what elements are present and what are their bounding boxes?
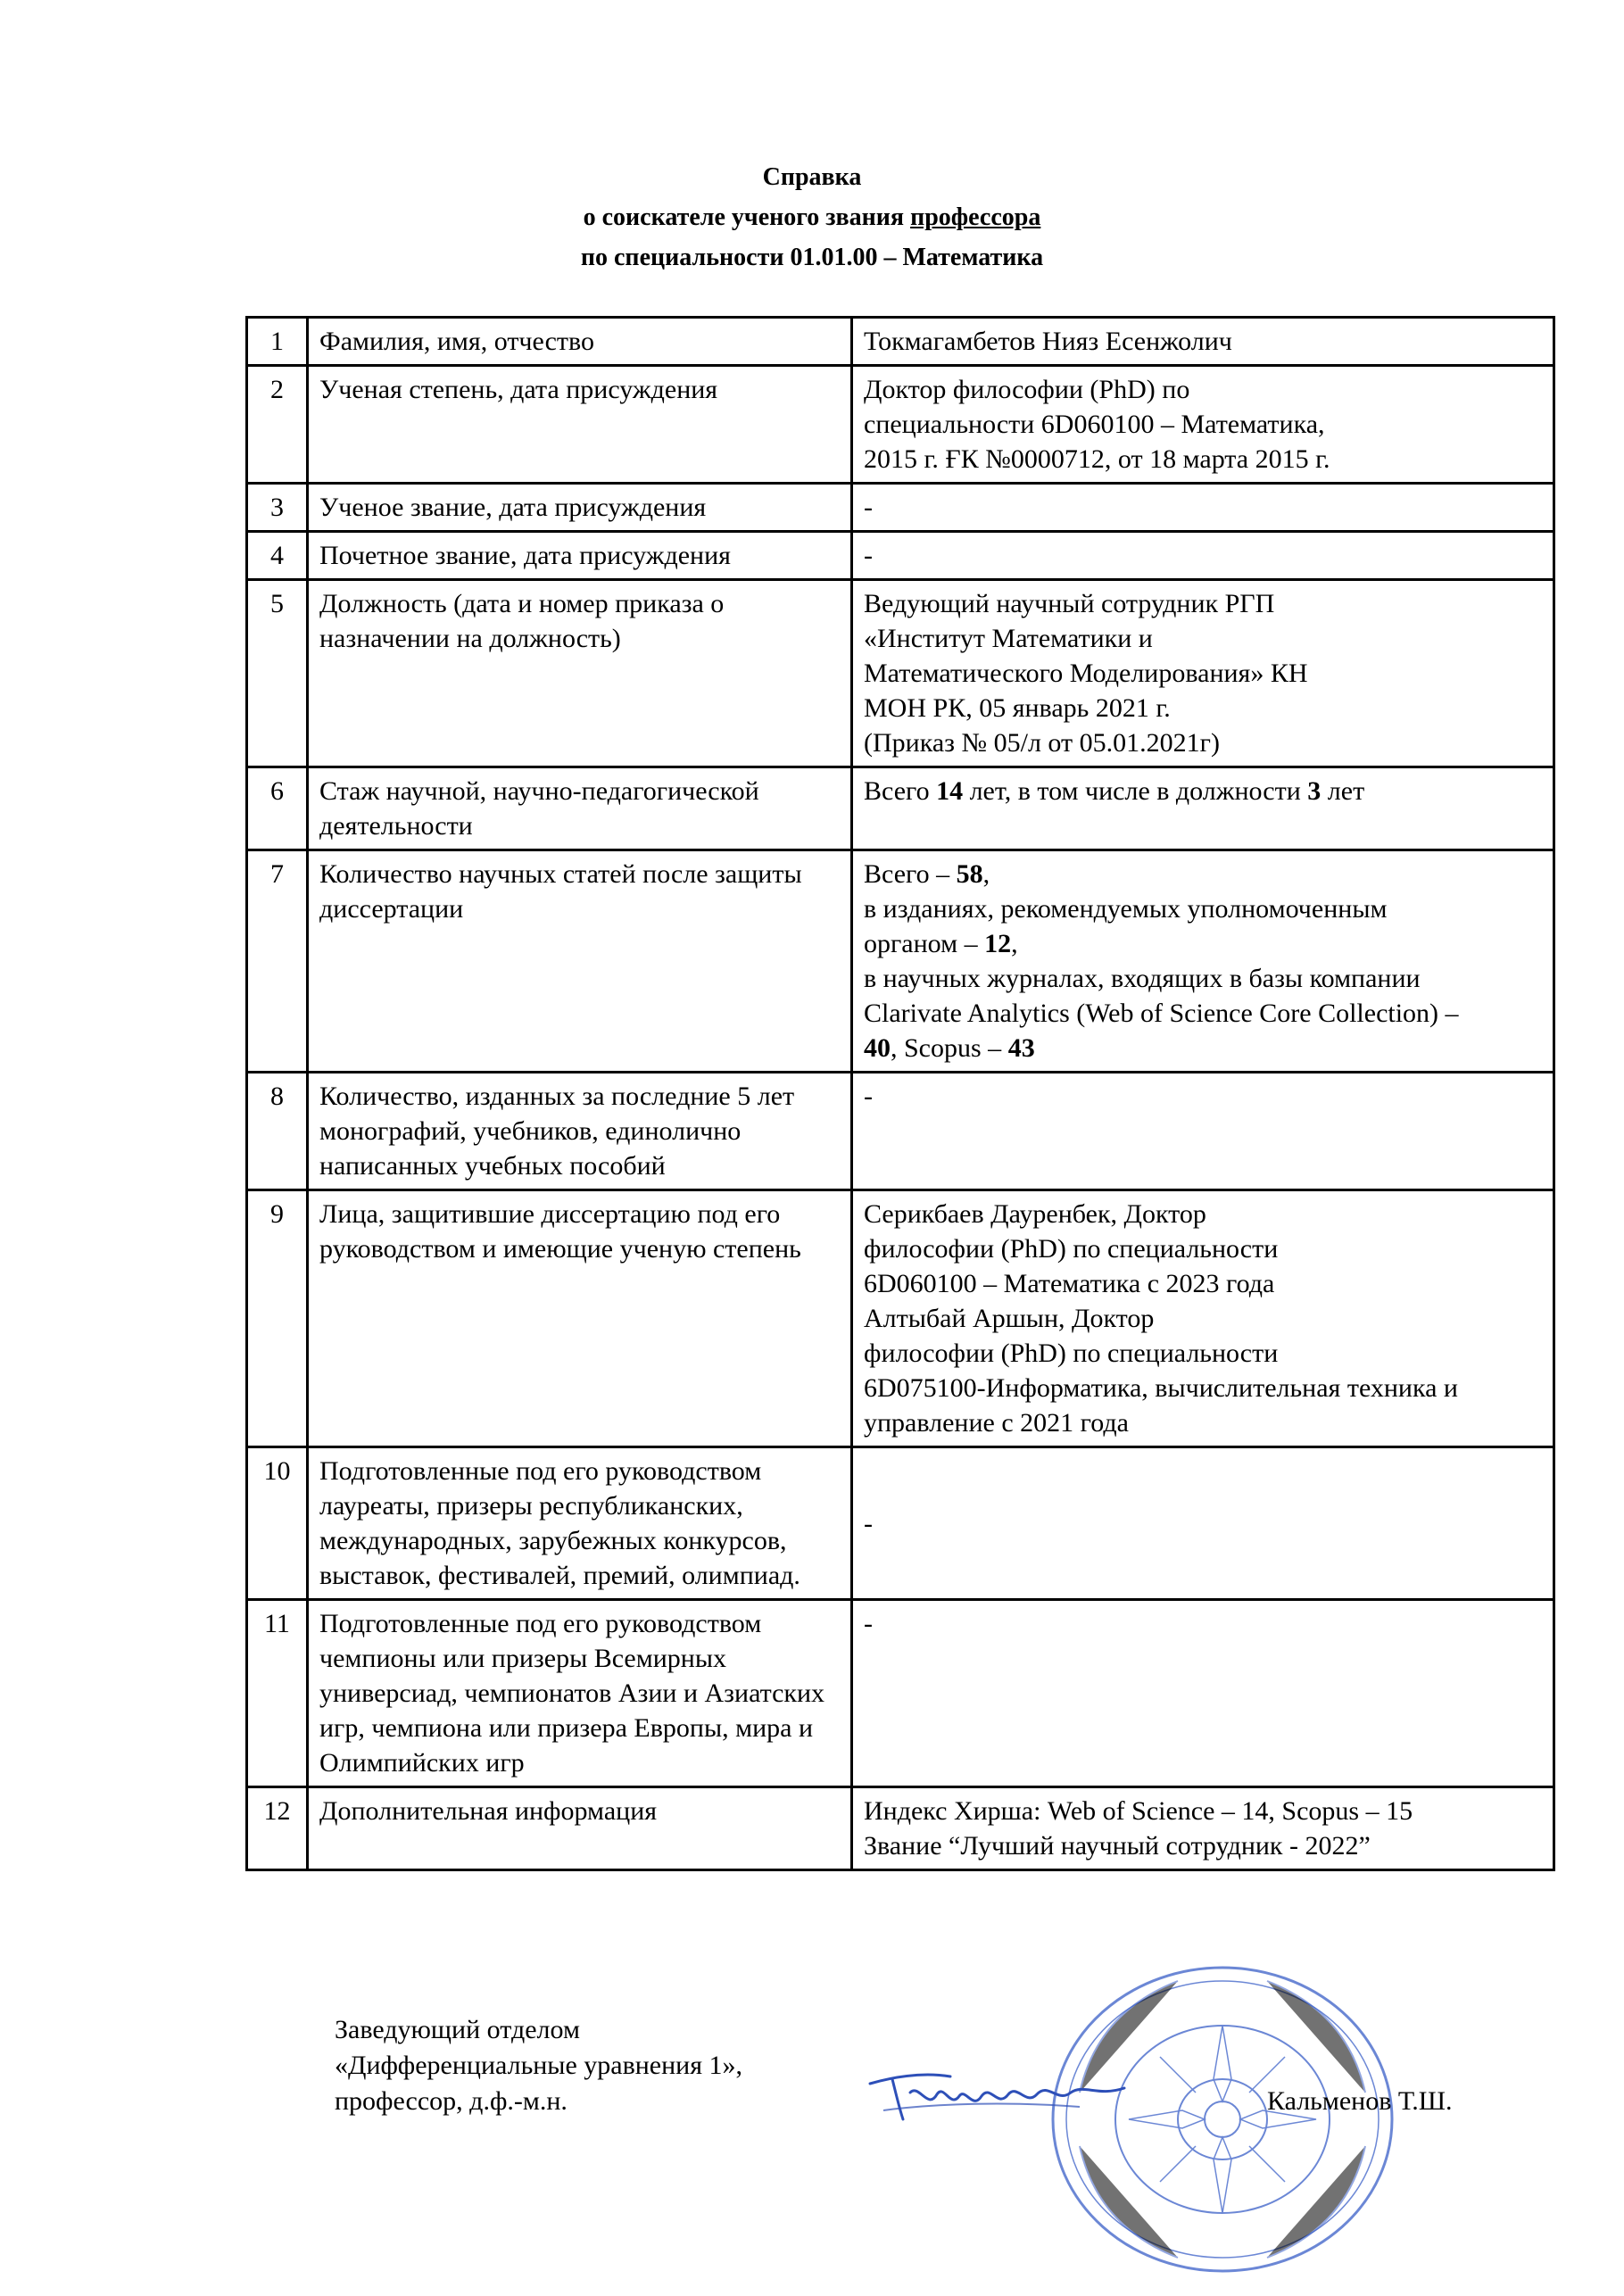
row-value	[852, 767, 1554, 850]
table-row	[247, 1447, 1554, 1600]
value-line: Серикбаев Дауренбек, Доктор	[864, 1199, 1206, 1229]
value-line: в изданиях, рекомендуемых уполномоченным	[864, 894, 1388, 924]
signatory-department: «Дифференциальные уравнения 1»,	[335, 2051, 743, 2080]
row-number: 6	[247, 767, 308, 850]
row-number: 10	[247, 1447, 308, 1600]
row-number: 3	[247, 484, 308, 532]
value-line	[864, 857, 1544, 891]
table-row	[247, 767, 1554, 850]
value-bold: 58	[956, 859, 983, 889]
value-bold: 43	[1007, 1033, 1035, 1063]
value-line: в научных журналах, входящих в базы компании	[864, 964, 1421, 993]
table-row	[247, 580, 1554, 767]
value-bold: 14	[936, 776, 964, 806]
value-line: «Институт Математики и	[864, 624, 1153, 653]
signatory-name: Кальменов Т.Ш.	[1267, 2086, 1453, 2116]
document-specialty: по специальности 01.01.00 – Математика	[580, 244, 1044, 271]
row-number: 5	[247, 580, 308, 767]
table-row	[247, 1600, 1554, 1787]
row-value	[852, 366, 1554, 484]
row-number: 8	[247, 1073, 308, 1190]
row-number: 9	[247, 1190, 308, 1447]
value-line	[864, 926, 1544, 961]
row-value	[852, 1447, 1554, 1600]
row-label: Количество, изданных за последние 5 лет монографий, учебников, единолично написанных учебных пособий	[308, 1073, 852, 1190]
row-label: Дополнительная информация	[308, 1787, 852, 1870]
row-label: Почетное звание, дата присуждения	[308, 532, 852, 580]
row-number: 7	[247, 850, 308, 1073]
value-line: Индекс Хирша: Web of Science – 14, Scopus – 15	[864, 1796, 1413, 1826]
value-text: лет, в том числе в должности	[963, 776, 1308, 806]
signatory-degree: профессор, д.ф.-м.н.	[335, 2086, 568, 2116]
value-line: управление с 2021 года	[864, 1408, 1129, 1438]
row-value	[852, 1600, 1554, 1787]
row-label: Должность (дата и номер приказа о назначении на должность)	[308, 580, 852, 767]
value-line: философии (PhD) по специальности	[864, 1234, 1279, 1264]
row-value	[852, 318, 1554, 366]
table-row	[247, 484, 1554, 532]
document-header	[0, 157, 1624, 278]
row-value	[852, 532, 1554, 580]
value-text: Всего	[864, 776, 937, 806]
value-line: -	[864, 1082, 873, 1111]
row-label: Ученое звание, дата присуждения	[308, 484, 852, 532]
row-label: Ученая степень, дата присуждения	[308, 366, 852, 484]
handwritten-signature-icon	[866, 2057, 1133, 2128]
value-bold: 12	[984, 929, 1012, 958]
value-line: 2015 г. ҒК №0000712, от 18 марта 2015 г.	[864, 444, 1330, 474]
row-label: Фамилия, имя, отчество	[308, 318, 852, 366]
table-row	[247, 1190, 1554, 1447]
value-line: -	[864, 493, 873, 522]
value-line: философии (PhD) по специальности	[864, 1339, 1279, 1368]
value-line: Звание “Лучший научный сотрудник - 2022”	[864, 1831, 1371, 1861]
table-row	[247, 318, 1554, 366]
row-value	[852, 580, 1554, 767]
row-value	[852, 484, 1554, 532]
document-subtitle	[0, 197, 1624, 237]
row-number: 4	[247, 532, 308, 580]
value-line	[864, 1031, 1544, 1065]
signatory-position: Заведующий отделом	[335, 2015, 580, 2044]
value-line: Токмагамбетов Нияз Есенжолич	[864, 327, 1232, 356]
info-table	[245, 316, 1555, 1871]
row-number: 2	[247, 366, 308, 484]
value-line: Доктор философии (PhD) по	[864, 375, 1190, 404]
value-line: 6D060100 – Математика с 2023 года	[864, 1269, 1275, 1298]
value-bold: 40	[864, 1033, 891, 1063]
value-line: -	[864, 1508, 873, 1538]
value-line: -	[864, 1609, 873, 1638]
value-text: лет	[1321, 776, 1365, 806]
value-text: ,	[1011, 929, 1018, 958]
value-line: специальности 6D060100 – Математика,	[864, 410, 1325, 439]
row-label: Подготовленные под его руководством лауреаты, призеры республиканских, международных, зарубежных конкурсов, выставок, фестивалей, премий, олимпиад.	[308, 1447, 852, 1600]
table-row	[247, 366, 1554, 484]
row-number: 1	[247, 318, 308, 366]
row-number: 11	[247, 1600, 308, 1787]
value-text: Всего –	[864, 859, 957, 889]
value-line: Алтыбай Аршын, Доктор	[864, 1304, 1155, 1333]
document-title: Справка	[762, 163, 862, 191]
value-bold: 3	[1307, 776, 1322, 806]
row-label: Количество научных статей после защиты диссертации	[308, 850, 852, 1073]
value-line: Ведующий научный сотрудник РГП	[864, 589, 1275, 618]
value-line: Clarivate Analytics (Web of Science Core Collection) –	[864, 999, 1459, 1028]
table-row	[247, 532, 1554, 580]
table-row	[247, 1073, 1554, 1190]
subtitle-rank: профессора	[910, 203, 1041, 231]
row-value	[852, 1190, 1554, 1447]
row-label: Стаж научной, научно-педагогической деятельности	[308, 767, 852, 850]
table-row	[247, 1787, 1554, 1870]
value-text: органом –	[864, 929, 985, 958]
value-line: -	[864, 541, 873, 570]
row-value	[852, 1787, 1554, 1870]
value-line: МОН РК, 05 январь 2021 г.	[864, 693, 1171, 723]
subtitle-prefix: о соискателе ученого звания	[583, 203, 911, 231]
row-label: Подготовленные под его руководством чемпионы или призеры Всемирных универсиад, чемпионатов Азии и Азиатских игр, чемпиона или призера Европы, мира и Олимпийских игр	[308, 1600, 852, 1787]
row-value	[852, 850, 1554, 1073]
value-line: Математического Моделирования» КН	[864, 659, 1308, 688]
signatory-block	[335, 2012, 742, 2119]
value-text: , Scopus –	[891, 1033, 1008, 1063]
value-text: ,	[982, 859, 990, 889]
table-row	[247, 850, 1554, 1073]
value-line: 6D075100-Информатика, вычислительная техника и	[864, 1373, 1458, 1403]
row-value	[852, 1073, 1554, 1190]
row-number: 12	[247, 1787, 308, 1870]
value-line: (Приказ № 05/л от 05.01.2021г)	[864, 728, 1220, 758]
row-label: Лица, защитившие диссертацию под его руководством и имеющие ученую степень	[308, 1190, 852, 1447]
